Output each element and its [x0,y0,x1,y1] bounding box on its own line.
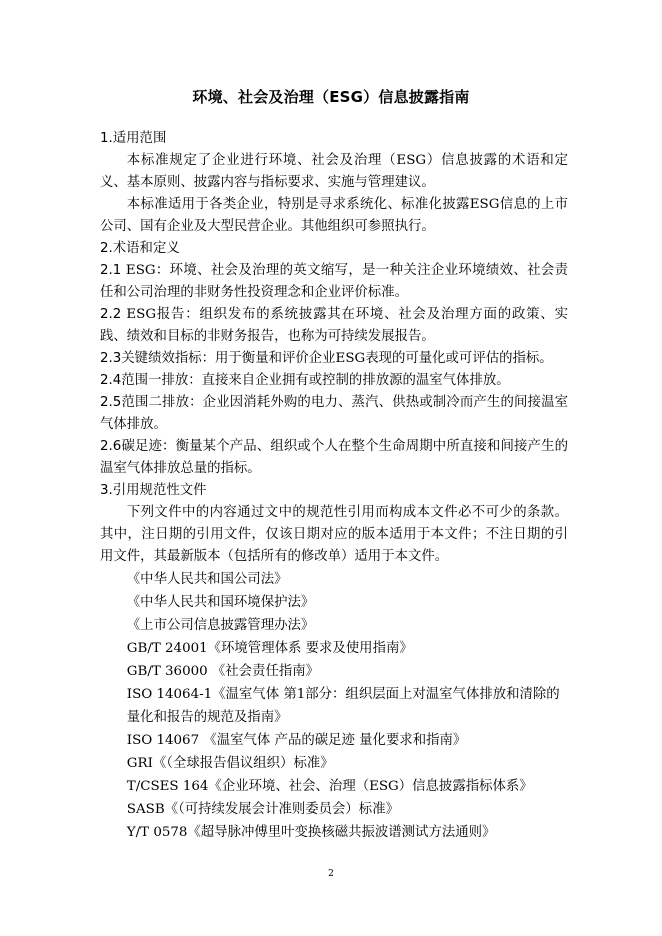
term-definition [100,260,568,304]
term-number: 2.6 [100,439,122,454]
section-heading-terms: 2.术语和定义 [100,241,180,256]
term-number: 2.4 [100,373,122,388]
reference-item: T/CSES 164《企业环境、社会、治理（ESG）信息披露指标体系》 [126,779,533,794]
reference-item: 《中华人民共和国公司法》 [126,572,288,587]
reference-item: ISO 14064-1《温室气体 第1部分：组织层面上对温室气体排放和清除的量化和报告的规范及指南》 [126,687,560,725]
reference-item: GB/T 24001《环境管理体系 要求及使用指南》 [126,641,413,656]
term-text: 碳足迹：衡量某个产品、组织或个人在整个生命周期中所直接和间接产生的温室气体排放总量的指标。 [100,439,568,476]
reference-item: ISO 14067 《温室气体 产品的碳足迹 量化要求和指南》 [126,733,467,748]
term-number: 2.3 [100,351,122,366]
term-text: ESG报告：组织发布的系统披露其在环境、社会及治理方面的政策、实践、绩效和目标的非财务报告，也称为可持续发展报告。 [100,307,568,344]
paragraph: 下列文件中的内容通过文中的规范性引用而构成本文件必不可少的条款。其中，注日期的引用文件，仅该日期对应的版本适用于本文件；不注日期的引用文件，其最新版本（包括所有的修改单）适用于本文件。 [100,505,568,564]
paragraph: 本标准适用于各类企业，特别是寻求系统化、标准化披露ESG信息的上市公司、国有企业及大型民营企业。其他组织可参照执行。 [100,197,568,234]
reference-item: 《中华人民共和国环境保护法》 [126,595,315,610]
term-number: 2.1 [100,263,122,278]
reference-item: 《上市公司信息披露管理办法》 [126,618,315,633]
term-definition [100,392,568,436]
section-heading-scope: 1.适用范围 [100,131,167,146]
term-definition [100,436,568,480]
page-number: 2 [328,869,334,879]
document-body [100,128,568,844]
term-definition [100,370,568,392]
section-heading-references: 3.引用规范性文件 [100,483,207,498]
term-number: 2.2 [100,307,122,322]
term-text: 范围二排放：企业因消耗外购的电力、蒸汽、供热或制冷而产生的间接温室气体排放。 [100,395,568,432]
reference-item: Y/T 0578《超导脉冲傅里叶变换核磁共振波谱测试方法通则》 [126,825,496,840]
term-definition [100,348,568,370]
term-text: 关键绩效指标：用于衡量和评价企业ESG表现的可量化或可评估的指标。 [121,351,553,366]
term-number: 2.5 [100,395,122,410]
term-text: ESG：环境、社会及治理的英文缩写，是一种关注企业环境绩效、社会责任和公司治理的非财务性投资理念和企业评价标准。 [100,263,568,300]
paragraph: 本标准规定了企业进行环境、社会及治理（ESG）信息披露的术语和定义、基本原则、披露内容与指标要求、实施与管理建议。 [100,153,568,190]
reference-item: GRI《（全球报告倡议组织）标准》 [126,756,334,771]
reference-item: SASB《（可持续发展会计准则委员会）标准》 [126,802,399,817]
reference-item: GB/T 36000 《社会责任指南》 [126,664,320,679]
document-title: 环境、社会及治理（ESG）信息披露指南 [192,88,470,106]
term-definition [100,304,568,348]
term-text: 范围一排放：直接来自企业拥有或控制的排放源的温室气体排放。 [121,373,510,388]
